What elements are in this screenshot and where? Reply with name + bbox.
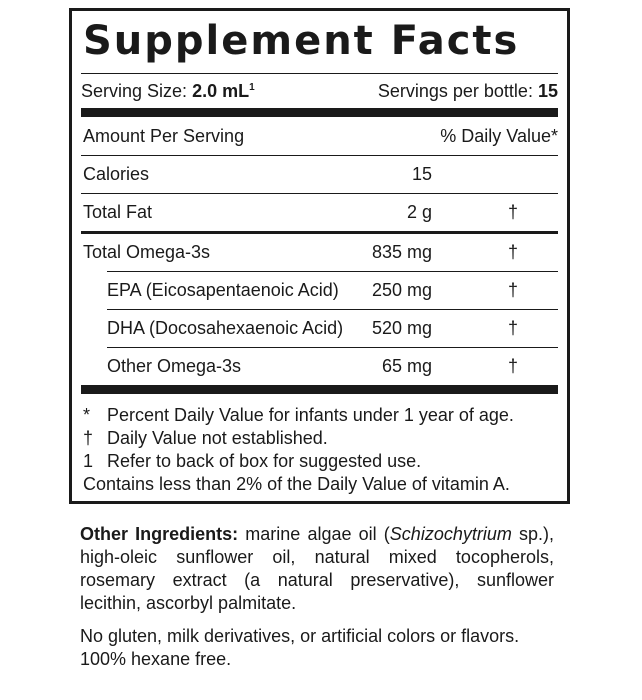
- serving-size-footnote-mark: 1: [249, 81, 255, 93]
- nutrient-name: Calories: [83, 164, 150, 184]
- nutrient-name: EPA (Eicosapentaenoic Acid): [107, 280, 339, 300]
- nutrient-amount: 2 g: [406, 202, 432, 222]
- servings-per-bottle: [378, 81, 558, 102]
- amount-per-serving-header: Amount Per Serving: [83, 125, 245, 146]
- footnotes: [81, 394, 558, 496]
- ingredients-paragraph: [80, 523, 554, 615]
- nutrient-name: Other Omega-3s: [107, 356, 242, 376]
- nutrient-dv: †: [508, 242, 519, 262]
- ingredients-species: Schizochytrium: [389, 524, 512, 544]
- amount-header-row: [81, 117, 558, 155]
- nutrient-dv: †: [508, 280, 519, 300]
- supplement-facts-panel: [69, 8, 570, 504]
- nutrient-row-total-fat: [81, 194, 558, 231]
- nutrient-dv: †: [508, 202, 519, 222]
- panel-title: Supplement Facts: [83, 18, 520, 64]
- other-ingredients: [80, 523, 554, 681]
- serving-size: [81, 81, 255, 102]
- servings-label: Servings per bottle:: [377, 80, 533, 101]
- nutrient-name: Total Omega-3s: [83, 242, 211, 262]
- footnote-symbol: †: [83, 428, 94, 448]
- free-from-statement: No gluten, milk derivatives, or artificial colors or flavors. 100% hexane free.: [80, 626, 520, 669]
- footnote-text: Daily Value not established.: [107, 428, 328, 448]
- footnote-text: Percent Daily Value for infants under 1 year of age.: [107, 405, 514, 425]
- nutrient-row-epa: [81, 272, 558, 309]
- daily-value-header: % Daily Value*: [440, 125, 558, 146]
- nutrient-row-calories: [81, 156, 558, 193]
- footnote-suggested-use: [81, 450, 558, 473]
- nutrient-dv: †: [508, 356, 519, 376]
- servings-value: 15: [537, 80, 558, 101]
- serving-size-value: 2.0 mL: [192, 80, 250, 101]
- nutrient-dv: †: [508, 318, 519, 338]
- header-divider: [81, 108, 558, 117]
- nutrient-row-total-omega-3s: [81, 234, 558, 271]
- serving-info-row: [81, 74, 558, 108]
- nutrient-name: DHA (Docosahexaenoic Acid): [107, 318, 344, 338]
- footnote-symbol: *: [83, 405, 91, 425]
- nutrient-row-dha: [81, 310, 558, 347]
- vitamin-a-note: Contains less than 2% of the Daily Value of vitamin A.: [83, 474, 510, 494]
- footnote-daily-value: [81, 404, 558, 427]
- serving-size-label: Serving Size:: [81, 80, 188, 101]
- ingredients-label: Other Ingredients:: [80, 524, 239, 544]
- nutrient-amount: 520 mg: [371, 318, 432, 338]
- nutrient-amount: 65 mg: [381, 356, 432, 376]
- nutrient-amount: 250 mg: [371, 280, 432, 300]
- nutrient-row-other-omega-3s: [81, 348, 558, 385]
- nutrient-amount: 15: [411, 164, 432, 184]
- notes-divider: [81, 385, 558, 394]
- footnote-not-established: [81, 427, 558, 450]
- nutrient-name: Total Fat: [83, 202, 153, 222]
- nutrient-amount: 835 mg: [371, 242, 432, 262]
- footnote-symbol: 1: [83, 451, 94, 471]
- ingredients-text-before: marine algae oil (: [238, 524, 390, 544]
- footnote-text: Refer to back of box for suggested use.: [107, 451, 422, 471]
- ingredients-text-after: sp.), high-oleic sunflower oil, natural mixed tocopherols, rosemary extract (a natural preservative), sunflower lecithin, ascorbyl palmitate.: [80, 524, 554, 613]
